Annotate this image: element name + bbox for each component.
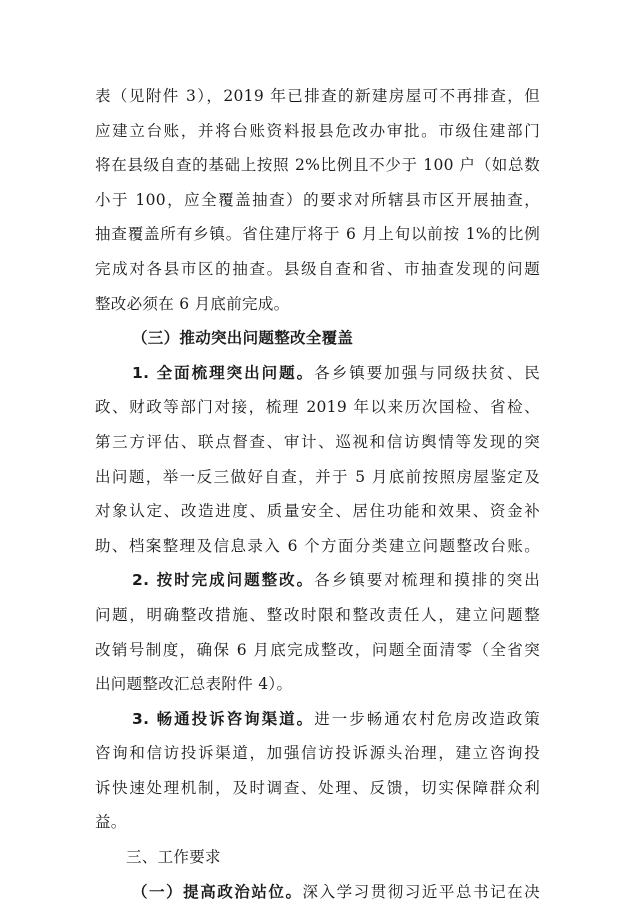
paragraph-line: 咨询和信访投诉渠道，加强信访投诉源头治理，建立咨询投: [95, 744, 540, 763]
paragraph-line: 第三方评估、联点督查、审计、巡视和信访舆情等发现的突: [95, 432, 540, 451]
item-text: 各乡镇要对梳理和摸排的突出: [314, 571, 541, 590]
item-title: （一）提高政治站位。: [132, 882, 303, 901]
paragraph-line: 诉快速处理机制，及时调查、处理、反馈，切实保障群众利: [95, 778, 540, 797]
paragraph-line: 应建立台账，并将台账资料报县危改办审批。市级住建部门: [95, 121, 540, 140]
paragraph-line: 整改必须在 6 月底前完成。: [95, 294, 290, 313]
paragraph-line: 出问题，举一反三做好自查，并于 5 月底前按照房屋鉴定及: [95, 467, 540, 486]
paragraph-line: 将在县级自查的基础上按照 2%比例且不少于 100 户（如总数: [95, 156, 540, 175]
item-title: 3. 畅通投诉咨询渠道。: [132, 709, 315, 728]
paragraph-line: 问题，明确整改措施、整改时限和整改责任人，建立问题整: [95, 605, 540, 624]
paragraph-line: 小于 100，应全覆盖抽查）的要求对所辖县市区开展抽查，: [95, 190, 540, 209]
paragraph-line: 益。: [95, 813, 127, 832]
item-first-line: [95, 875, 540, 909]
part-heading: 三、工作要求: [126, 848, 221, 867]
section-heading: （三）推动突出问题整改全覆盖: [132, 329, 354, 348]
item-text: 进一步畅通农村危房改造政策: [314, 709, 541, 728]
paragraph-line: 完成对各县市区的抽查。县级自查和省、市抽查发现的问题: [95, 259, 540, 278]
item-title: 2. 按时完成问题整改。: [132, 571, 315, 590]
item-first-line: [95, 356, 540, 391]
paragraph-line: 抽查覆盖所有乡镇。省住建厅将于 6 月上旬以前按 1%的比例: [95, 225, 540, 244]
item-first-line: [95, 563, 540, 598]
paragraph-line: 出问题整改汇总表附件 4）。: [95, 675, 293, 694]
paragraph-line: 政、财政等部门对接，梳理 2019 年以来历次国检、省检、: [95, 398, 540, 417]
item-text: 各乡镇要加强与同级扶贫、民: [314, 363, 541, 382]
item-text: 深入学习贯彻习近平总书记在决: [302, 882, 540, 901]
paragraph-line: 表（见附件 3），2019 年已排查的新建房屋可不再排查，但: [95, 87, 540, 105]
item-first-line: [95, 702, 540, 737]
paragraph-line: 对象认定、改造进度、质量安全、居住功能和效果、资金补: [95, 502, 540, 521]
document-body: [95, 79, 540, 909]
paragraph-line: 改销号制度，确保 6 月底完成整改，问题全面清零（全省突: [95, 640, 540, 659]
item-title: 1. 全面梳理突出问题。: [132, 363, 315, 382]
paragraph-line: 助、档案整理及信息录入 6 个方面分类建立问题整改台账。: [95, 536, 540, 555]
